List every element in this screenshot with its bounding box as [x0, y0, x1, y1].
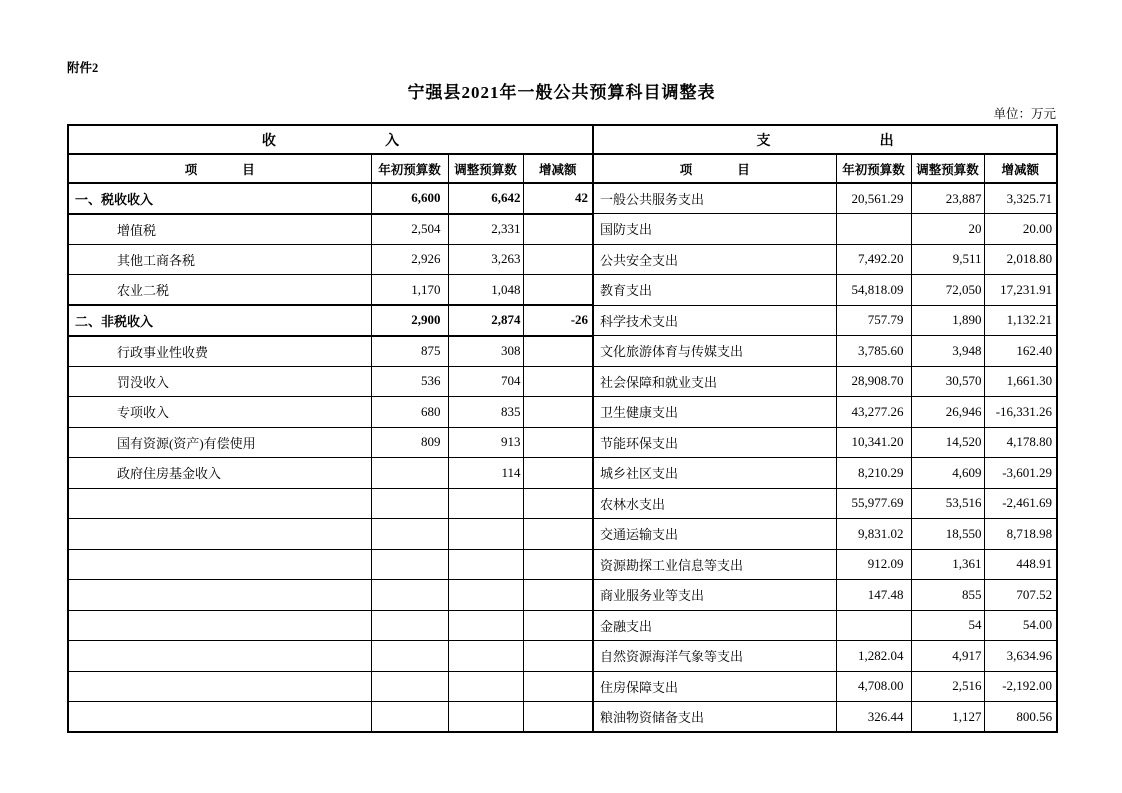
expense-change-value: -2,461.69: [984, 488, 1057, 519]
income-adjusted-budget-value: 704: [448, 366, 523, 397]
income-initial-budget-value: 2,900: [371, 305, 448, 336]
income-adjusted-budget-value: [448, 702, 523, 733]
expense-adjusted-budget-value: 18,550: [911, 519, 984, 550]
expense-change-value: 800.56: [984, 702, 1057, 733]
expense-initial-budget-value: 7,492.20: [836, 244, 911, 275]
income-item-label: 其他工商各税: [68, 244, 371, 275]
table-row: [68, 397, 1057, 428]
table-row: [68, 427, 1057, 458]
expense-initial-budget-value: [836, 214, 911, 245]
expense-adjusted-budget-value: 72,050: [911, 275, 984, 306]
expense-initial-budget-value: 3,785.60: [836, 336, 911, 367]
income-adjusted-budget-value: 2,331: [448, 214, 523, 245]
expense-adjusted-budget-value: 20: [911, 214, 984, 245]
unit-label: 单位：万元: [993, 107, 1056, 121]
expense-initial-budget-header: 年初预算数: [836, 154, 911, 183]
income-initial-budget-value: 2,926: [371, 244, 448, 275]
income-section-header: [68, 125, 593, 154]
income-change-value: [523, 427, 593, 458]
income-adjusted-budget-header: 调整预算数: [448, 154, 523, 183]
income-initial-budget-value: [371, 671, 448, 702]
income-adjusted-budget-value: 114: [448, 458, 523, 489]
income-change-value: [523, 275, 593, 306]
table-row: [68, 458, 1057, 489]
income-adjusted-budget-value: 913: [448, 427, 523, 458]
section-header-row: [68, 125, 1057, 154]
expense-adjusted-budget-header: 调整预算数: [911, 154, 984, 183]
income-adjusted-budget-value: [448, 641, 523, 672]
expense-initial-budget-value: 43,277.26: [836, 397, 911, 428]
income-initial-budget-value: [371, 610, 448, 641]
budget-table: [67, 124, 1058, 733]
expense-adjusted-budget-value: 1,890: [911, 305, 984, 336]
expense-section-header: [593, 125, 1057, 154]
expense-item-label: 自然资源海洋气象等支出: [593, 641, 836, 672]
expense-change-value: 54.00: [984, 610, 1057, 641]
income-change-value: [523, 610, 593, 641]
expense-change-value: 1,661.30: [984, 366, 1057, 397]
income-item-label: 增值税: [68, 214, 371, 245]
expense-adjusted-budget-value: 9,511: [911, 244, 984, 275]
expense-initial-budget-value: 326.44: [836, 702, 911, 733]
table-row: [68, 671, 1057, 702]
expense-initial-budget-value: 147.48: [836, 580, 911, 611]
expense-change-value: -16,331.26: [984, 397, 1057, 428]
expense-initial-budget-value: 9,831.02: [836, 519, 911, 550]
income-adjusted-budget-value: 835: [448, 397, 523, 428]
income-item-header: [68, 154, 371, 183]
income-change-value: [523, 244, 593, 275]
page-title: 宁强县2021年一般公共预算科目调整表: [407, 83, 716, 102]
expense-adjusted-budget-value: 2,516: [911, 671, 984, 702]
income-change-value: [523, 336, 593, 367]
table-row: [68, 183, 1057, 214]
expense-item-label: 公共安全支出: [593, 244, 836, 275]
income-change-value: [523, 488, 593, 519]
income-change-header: 增减额: [523, 154, 593, 183]
expense-initial-budget-value: 757.79: [836, 305, 911, 336]
income-initial-budget-value: 680: [371, 397, 448, 428]
income-item-label: 二、非税收入: [68, 305, 371, 336]
income-change-value: [523, 671, 593, 702]
income-initial-budget-value: [371, 641, 448, 672]
income-item-label: 一、税收收入: [68, 183, 371, 214]
table-row: [68, 641, 1057, 672]
expense-item-label: 卫生健康支出: [593, 397, 836, 428]
expense-item-label: 城乡社区支出: [593, 458, 836, 489]
expense-item-label: 教育支出: [593, 275, 836, 306]
income-item-label: 农业二税: [68, 275, 371, 306]
income-initial-budget-value: 536: [371, 366, 448, 397]
income-adjusted-budget-value: 3,263: [448, 244, 523, 275]
income-adjusted-budget-value: 6,642: [448, 183, 523, 214]
income-change-value: [523, 641, 593, 672]
income-change-value: [523, 214, 593, 245]
expense-item-header: [593, 154, 836, 183]
income-initial-budget-value: [371, 702, 448, 733]
expense-item-label: 粮油物资储备支出: [593, 702, 836, 733]
expense-item-label: 资源勘探工业信息等支出: [593, 549, 836, 580]
table-row: [68, 275, 1057, 306]
expense-adjusted-budget-value: 54: [911, 610, 984, 641]
income-change-value: [523, 366, 593, 397]
expense-change-value: 448.91: [984, 549, 1057, 580]
income-adjusted-budget-value: [448, 488, 523, 519]
table-row: [68, 336, 1057, 367]
income-change-value: [523, 549, 593, 580]
expense-change-value: -2,192.00: [984, 671, 1057, 702]
expense-change-value: 3,634.96: [984, 641, 1057, 672]
expense-change-value: 4,178.80: [984, 427, 1057, 458]
expense-item-label: 科学技术支出: [593, 305, 836, 336]
expense-change-value: -3,601.29: [984, 458, 1057, 489]
column-header-row: [68, 154, 1057, 183]
expense-change-value: 8,718.98: [984, 519, 1057, 550]
expense-initial-budget-value: 8,210.29: [836, 458, 911, 489]
expense-item-label: 国防支出: [593, 214, 836, 245]
table-row: [68, 305, 1057, 336]
income-item-label: [68, 519, 371, 550]
expense-item-label: 交通运输支出: [593, 519, 836, 550]
expense-item-label: 一般公共服务支出: [593, 183, 836, 214]
income-item-label: [68, 610, 371, 641]
income-change-value: [523, 397, 593, 428]
table-row: [68, 549, 1057, 580]
income-change-value: -26: [523, 305, 593, 336]
expense-item-label: 金融支出: [593, 610, 836, 641]
expense-initial-budget-value: 4,708.00: [836, 671, 911, 702]
income-adjusted-budget-value: 308: [448, 336, 523, 367]
income-item-header-label: 项目: [184, 162, 300, 177]
expense-initial-budget-value: 54,818.09: [836, 275, 911, 306]
table-row: [68, 519, 1057, 550]
expense-adjusted-budget-value: 3,948: [911, 336, 984, 367]
income-initial-budget-value: [371, 458, 448, 489]
income-initial-budget-value: 809: [371, 427, 448, 458]
income-section-label: 收入: [261, 133, 509, 149]
table-row: [68, 610, 1057, 641]
income-change-value: [523, 702, 593, 733]
expense-adjusted-budget-value: 4,609: [911, 458, 984, 489]
expense-item-label: 社会保障和就业支出: [593, 366, 836, 397]
expense-adjusted-budget-value: 23,887: [911, 183, 984, 214]
income-adjusted-budget-value: [448, 549, 523, 580]
expense-adjusted-budget-value: 855: [911, 580, 984, 611]
expense-item-label: 住房保障支出: [593, 671, 836, 702]
income-adjusted-budget-value: [448, 580, 523, 611]
expense-change-value: 707.52: [984, 580, 1057, 611]
income-adjusted-budget-value: 1,048: [448, 275, 523, 306]
expense-initial-budget-value: [836, 610, 911, 641]
income-item-label: [68, 671, 371, 702]
income-initial-budget-value: 875: [371, 336, 448, 367]
income-initial-budget-value: [371, 549, 448, 580]
expense-section-label: 支出: [756, 133, 1003, 149]
income-item-label: 政府住房基金收入: [68, 458, 371, 489]
expense-change-header: 增减额: [984, 154, 1057, 183]
income-initial-budget-value: [371, 580, 448, 611]
table-row: [68, 366, 1057, 397]
table-row: [68, 244, 1057, 275]
expense-item-label: 文化旅游体育与传媒支出: [593, 336, 836, 367]
income-item-label: [68, 641, 371, 672]
expense-initial-budget-value: 28,908.70: [836, 366, 911, 397]
table-row: [68, 580, 1057, 611]
table-row: [68, 702, 1057, 733]
expense-item-label: 商业服务业等支出: [593, 580, 836, 611]
expense-change-value: 2,018.80: [984, 244, 1057, 275]
income-initial-budget-value: [371, 488, 448, 519]
expense-item-label: 节能环保支出: [593, 427, 836, 458]
income-item-label: 行政事业性收费: [68, 336, 371, 367]
income-item-label: [68, 488, 371, 519]
income-initial-budget-header: 年初预算数: [371, 154, 448, 183]
income-item-label: [68, 702, 371, 733]
income-initial-budget-value: [371, 519, 448, 550]
table-row: [68, 488, 1057, 519]
income-adjusted-budget-value: [448, 671, 523, 702]
income-change-value: 42: [523, 183, 593, 214]
income-initial-budget-value: 2,504: [371, 214, 448, 245]
expense-change-value: 162.40: [984, 336, 1057, 367]
expense-initial-budget-value: 20,561.29: [836, 183, 911, 214]
income-change-value: [523, 519, 593, 550]
expense-change-value: 3,325.71: [984, 183, 1057, 214]
expense-initial-budget-value: 10,341.20: [836, 427, 911, 458]
income-change-value: [523, 458, 593, 489]
expense-change-value: 1,132.21: [984, 305, 1057, 336]
income-item-label: 罚没收入: [68, 366, 371, 397]
expense-initial-budget-value: 912.09: [836, 549, 911, 580]
expense-adjusted-budget-value: 1,127: [911, 702, 984, 733]
income-item-label: [68, 549, 371, 580]
expense-change-value: 17,231.91: [984, 275, 1057, 306]
income-item-label: [68, 580, 371, 611]
expense-adjusted-budget-value: 4,917: [911, 641, 984, 672]
expense-initial-budget-value: 55,977.69: [836, 488, 911, 519]
income-adjusted-budget-value: [448, 610, 523, 641]
income-adjusted-budget-value: 2,874: [448, 305, 523, 336]
expense-adjusted-budget-value: 53,516: [911, 488, 984, 519]
expense-adjusted-budget-value: 30,570: [911, 366, 984, 397]
expense-item-label: 农林水支出: [593, 488, 836, 519]
expense-initial-budget-value: 1,282.04: [836, 641, 911, 672]
income-adjusted-budget-value: [448, 519, 523, 550]
expense-adjusted-budget-value: 1,361: [911, 549, 984, 580]
table-row: [68, 214, 1057, 245]
income-initial-budget-value: 1,170: [371, 275, 448, 306]
income-item-label: 国有资源(资产)有偿使用: [68, 427, 371, 458]
expense-change-value: 20.00: [984, 214, 1057, 245]
expense-item-header-label: 项目: [679, 162, 795, 177]
attachment-label: 附件2: [67, 61, 99, 75]
income-change-value: [523, 580, 593, 611]
income-initial-budget-value: 6,600: [371, 183, 448, 214]
expense-adjusted-budget-value: 26,946: [911, 397, 984, 428]
expense-adjusted-budget-value: 14,520: [911, 427, 984, 458]
income-item-label: 专项收入: [68, 397, 371, 428]
